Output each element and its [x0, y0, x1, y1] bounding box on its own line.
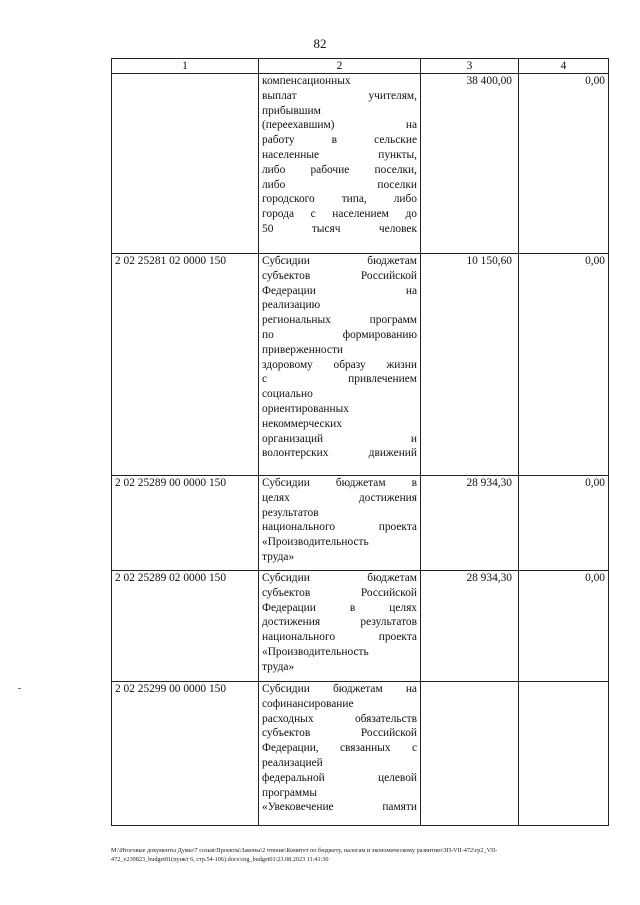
table-row [112, 74, 609, 254]
column-header-1: 1 [112, 59, 259, 74]
page-number: 82 [313, 36, 327, 51]
description-line: Федерации, связанных с [262, 742, 417, 755]
description-line: национального проекта [262, 631, 417, 644]
description-line: прибывшим [262, 104, 321, 117]
description-line: компенсационных [262, 75, 351, 87]
description-line: с привлечением [262, 373, 417, 386]
description-line: некоммерческих [262, 417, 342, 430]
margin-mark [18, 688, 21, 689]
amount-cell-col3: 38 400,00 [421, 74, 519, 254]
description-line: населенные пункты, [262, 148, 417, 161]
description-line: «Увековечение памяти [262, 801, 417, 814]
description-cell [259, 571, 421, 682]
description-line: ориентированных [262, 402, 349, 415]
description-line: выплат учителям, [262, 89, 417, 102]
description-line: труда» [262, 550, 295, 563]
amount-cell-col3: 28 934,30 [421, 571, 519, 682]
description-line: здоровому образу жизни [262, 358, 417, 371]
description-line: либо рабочие поселки, [262, 163, 417, 176]
description-line: субъектов Российской [262, 269, 417, 282]
amount-cell-col4: 0,00 [519, 74, 609, 254]
description-line: социально [262, 388, 313, 401]
table-row [112, 571, 609, 682]
description-line: результатов [262, 506, 319, 519]
description-line: целях достижения [262, 491, 417, 504]
description-line: городского типа, либо [262, 193, 417, 206]
description-line: города с населением до [262, 208, 417, 221]
budget-code-cell: 2 02 25289 02 0000 150 [112, 571, 259, 682]
description-line: «Производительность [262, 645, 369, 658]
amount-cell-col4: 0,00 [519, 571, 609, 682]
description-line: работу в сельские [262, 134, 417, 147]
description-line: реализацию [262, 299, 321, 312]
budget-code-cell: 2 02 25281 02 0000 150 [112, 254, 259, 476]
description-line: труда» [262, 660, 295, 673]
description-line: волонтерских движений [262, 447, 417, 460]
description-line: Субсидии бюджетам [262, 572, 417, 584]
table-header-row [112, 59, 609, 74]
description-line: (переехавшим) на [262, 119, 417, 132]
description-line: национального проекта [262, 521, 417, 534]
description-line: Федерации на [262, 284, 417, 297]
footer-line-1: М:\Итоговые документы Думы\7 созыв\Проекты\Законы\2 чтение\Комитет по бюджету, налогам и экономическому развитию\ЗП-VII-472\гр2_VII- [111, 847, 498, 854]
description-line: Субсидии бюджетам [262, 255, 417, 267]
description-line: региональных программ [262, 314, 417, 327]
budget-code-cell: 2 02 25289 00 0000 150 [112, 476, 259, 571]
description-line: программы [262, 786, 317, 799]
column-header-3: 3 [421, 59, 519, 74]
amount-cell-col4: 0,00 [519, 476, 609, 571]
description-line: достижения результатов [262, 616, 417, 629]
amount-cell-col4 [519, 682, 609, 826]
table-row [112, 254, 609, 476]
document-path-footer [111, 847, 611, 864]
amount-cell-col3: 10 150,60 [421, 254, 519, 476]
amount-cell-col3 [421, 682, 519, 826]
description-line: 50 тысяч человек [262, 222, 417, 235]
description-line: реализацией [262, 756, 323, 769]
description-cell [259, 74, 421, 254]
budget-code-cell: 2 02 25299 00 0000 150 [112, 682, 259, 826]
description-line: субъектов Российской [262, 727, 417, 740]
description-line: приверженности [262, 343, 344, 356]
description-cell [259, 476, 421, 571]
description-line: Федерации в целях [262, 601, 417, 614]
description-cell [259, 254, 421, 476]
budget-code-cell [112, 74, 259, 254]
table-row [112, 476, 609, 571]
description-line: «Производительность [262, 536, 369, 549]
column-header-2: 2 [259, 59, 421, 74]
description-line: субъектов Российской [262, 586, 417, 599]
description-line: федеральной целевой [262, 771, 417, 784]
description-line: по формированию [262, 328, 417, 341]
budget-table [111, 58, 609, 826]
description-line: софинансирование [262, 697, 354, 710]
footer-line-2: 472_v230823_budget01(пункт 6, стр.54-106).docx\org_budget01\23.08.2023 11:41:30 [111, 855, 329, 863]
table-row [112, 682, 609, 826]
description-line: Субсидии бюджетам на [262, 683, 417, 695]
description-line: либо поселки [262, 178, 417, 191]
description-line: организаций и [262, 432, 417, 445]
amount-cell-col4: 0,00 [519, 254, 609, 476]
column-header-4: 4 [519, 59, 609, 74]
amount-cell-col3: 28 934,30 [421, 476, 519, 571]
description-cell [259, 682, 421, 826]
description-line: Субсидии бюджетам в [262, 477, 417, 489]
description-line: расходных обязательств [262, 712, 417, 725]
